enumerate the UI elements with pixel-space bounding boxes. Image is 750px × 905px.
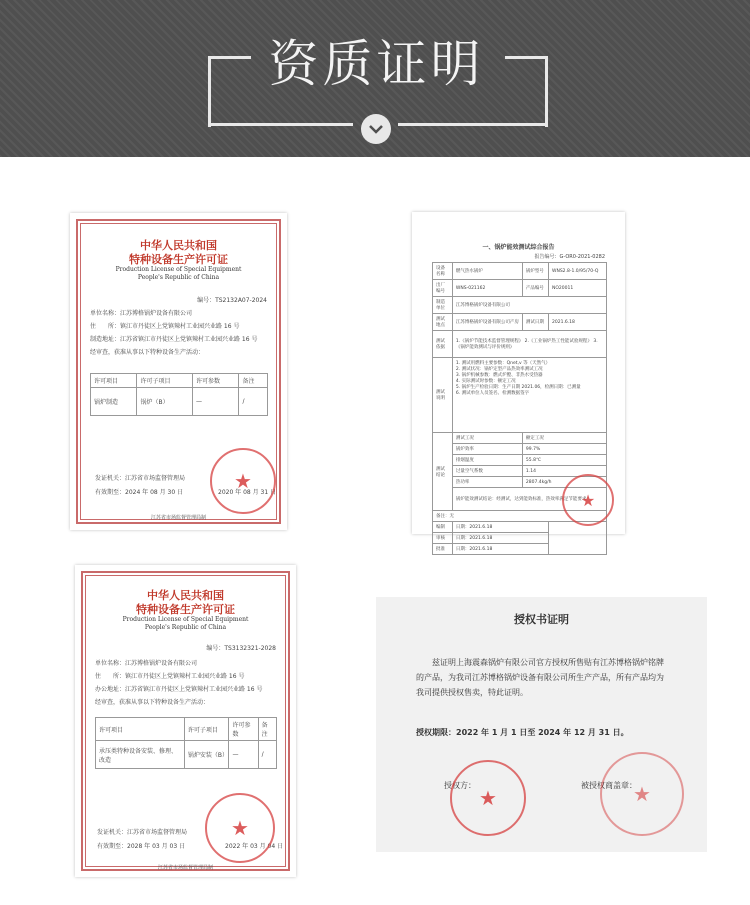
certificate-title-cn-1: 中华人民共和国 — [147, 589, 224, 602]
certificate-stamp-date: 2020 年 08 月 31 日 — [218, 489, 277, 496]
license-certificate-1 — [70, 213, 287, 530]
certificate-title-en-2: People's Republic of China — [137, 274, 220, 281]
report-title: 一、锅炉能效测试综合报告 — [482, 244, 555, 251]
authorization-title: 授权书证明 — [514, 613, 569, 626]
report-seal-icon: ★ — [562, 474, 614, 526]
certificate-number: 编号：TS3132321-2028 — [206, 645, 276, 652]
table-row: 审核 日期：2021.6.18 — [433, 533, 607, 544]
authorization-letter — [376, 597, 707, 852]
certificate-stamp-date: 2022 年 03 月 04 日 — [225, 843, 284, 850]
authorization-grantee: 被授权商盖章： — [581, 781, 637, 790]
table-row: 批准 日期：2021.6.18 — [433, 544, 607, 555]
grantor-seal-icon: ★ — [450, 760, 526, 836]
chevron-down-icon[interactable] — [361, 114, 391, 144]
official-seal-icon: ★ — [205, 793, 275, 863]
authorization-period: 授权期限：2022 年 1 月 1 日至 2024 年 12 月 31 日。 — [416, 728, 629, 737]
certificate-valid-date: 有效期至：2024 年 08 月 30 日 — [95, 489, 184, 496]
table-header-cell: 许可项目 — [96, 718, 185, 741]
certificate-valid-date: 有效期至：2028 年 03 月 03 日 — [97, 843, 186, 850]
certificate-site: 制造地址：江苏省镇江市丹徒区上党镇辣村工业园兴业路 16 号 — [90, 336, 258, 343]
table-row: 编制 日期：2021.6.18 — [433, 522, 607, 533]
table-cell: 锅炉制造 — [91, 388, 137, 416]
table-row — [91, 388, 268, 416]
authorization-grantor: 授权方： — [444, 781, 476, 790]
table-row: 出厂编号 WNS-021162 产品编号 NO20011 — [433, 280, 607, 297]
page-title: 资质证明 — [268, 35, 485, 93]
grantee-seal-icon: ★ — [600, 752, 684, 836]
certificate-address: 住 所：镇江市丹徒区上党镇辣村工业园兴业路 16 号 — [95, 673, 245, 680]
certificate-title-cn-1: 中华人民共和国 — [140, 239, 217, 252]
table-header-row — [91, 374, 268, 388]
license-table — [90, 373, 268, 416]
table-cell: 承压类特种设备安装、修理、改造 — [96, 741, 185, 769]
certificate-scope-note: 经审查，获准从事以下特种设备生产活动： — [90, 349, 205, 356]
certificate-scope-note: 经审查，获准从事以下特种设备生产活动： — [95, 699, 210, 706]
certificate-issuer: 发证机关：江苏省市场监督管理局 — [97, 829, 188, 836]
table-row: 锅炉能效测试结论：经测试，达到能效标准，热效率满足节能要求 — [433, 488, 607, 511]
table-row: 热功率 2807.4kg/h — [433, 477, 607, 488]
license-certificate-2 — [75, 565, 296, 877]
certificate-issuer: 发证机关：江苏省市场监督管理局 — [95, 475, 186, 482]
table-row: 测试说明 1. 测试用燃料主要参数：Qnet,v 等（天然气） 2. 测试状况：锅炉定型产品热效率测试工况 3. 锅炉机械参数：燃式炉膛、非热水受热器 4. 实际测试时参数：额定工况 5. 锅炉生产检验日期：生产日期 2021.06，检测日期：已测量 6. 测试单位人员签名、检测数据签字 — [433, 358, 607, 433]
table-cell: / — [258, 741, 276, 769]
table-row: 备注：无 — [433, 511, 607, 522]
table-row: 设备名称 燃气热水锅炉 锅炉型号 WNS2.8-1.0/95/70-Q — [433, 263, 607, 280]
table-row: 排烟温度 55.8℃ — [433, 455, 607, 466]
table-header-cell: 备注 — [239, 374, 268, 388]
title-frame-bottom-left — [208, 123, 353, 126]
table-cell: 锅炉安装（B） — [184, 741, 229, 769]
table-row: 测试地点 江苏博格锅炉设备有限公司产房 测试日期 2021.6.18 — [433, 314, 607, 331]
certificate-site: 办公地址：江苏省镇江市丹徒区上党镇辣村工业园兴业路 16 号 — [95, 686, 263, 693]
table-header-cell: 备注 — [258, 718, 276, 741]
table-row: 锅炉效率 99.7% — [433, 444, 607, 455]
efficiency-test-report — [412, 212, 625, 552]
certificate-title-cn-2: 特种设备生产许可证 — [136, 603, 235, 616]
official-seal-icon: ★ — [210, 448, 276, 514]
report-number: 报告编号：G-OR0-2021-0282 — [534, 254, 605, 260]
certificate-unit: 单位名称：江苏博格锅炉设备有限公司 — [90, 310, 193, 317]
table-cell: — — [229, 741, 258, 769]
license-table — [95, 717, 277, 769]
title-frame-right — [505, 56, 548, 127]
certificate-unit: 单位名称：江苏博格锅炉设备有限公司 — [95, 660, 198, 667]
certificate-number: 编号：TS2132A07-2024 — [197, 297, 267, 304]
table-header-cell: 许可参数 — [192, 374, 238, 388]
certificate-title-en-1: Production License of Special Equipment — [115, 266, 242, 273]
table-header-cell: 许可参数 — [229, 718, 258, 741]
table-row: 测试依据 1.《锅炉节能技术监督管理规程》 2.《工业锅炉热工性能试验规程》 3.《锅炉能效测试与评价规则》 — [433, 331, 607, 358]
table-row: 测试结论 测试工况 额定工况 — [433, 433, 607, 444]
certificate-footer: 江苏省市场监督管理局制 — [150, 515, 206, 521]
table-row — [96, 741, 277, 769]
certificate-title-en-1: Production License of Special Equipment — [122, 616, 249, 623]
table-cell: — — [192, 388, 238, 416]
table-row: 过量空气系数 1.14 — [433, 466, 607, 477]
certificate-title-cn-2: 特种设备生产许可证 — [129, 253, 228, 266]
table-header-row — [96, 718, 277, 741]
table-cell: / — [239, 388, 268, 416]
certificate-address: 住 所：镇江市丹徒区上党镇辣村工业园兴业路 16 号 — [90, 323, 240, 330]
table-header-cell: 许可项目 — [91, 374, 137, 388]
table-header-cell: 许可子项目 — [137, 374, 192, 388]
certificate-footer: 江苏省市场监督管理局制 — [157, 865, 213, 871]
title-frame-left — [208, 56, 251, 127]
table-row: 制造单位 江苏博格锅炉设备有限公司 — [433, 297, 607, 314]
table-header-cell: 许可子项目 — [184, 718, 229, 741]
table-cell: 锅炉（B） — [137, 388, 192, 416]
title-frame-bottom-right — [398, 123, 548, 126]
authorization-body: 兹证明上海震森锅炉有限公司官方授权所售贴有江苏博格锅炉铭牌的产品，为我司江苏博格锅炉设备有限公司所生产产品，所有产品均为我司提供授权售卖，特此证明。 — [416, 658, 664, 697]
certificate-title-en-2: People's Republic of China — [144, 624, 227, 631]
